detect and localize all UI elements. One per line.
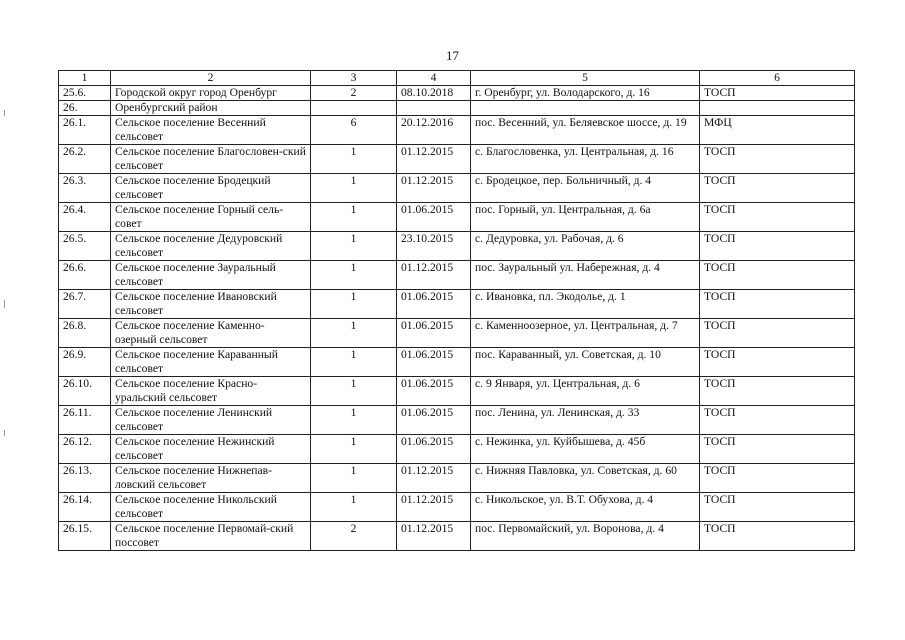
table-row bbox=[59, 522, 855, 551]
office-type: ТОСП bbox=[700, 464, 855, 493]
municipality-name: Сельское поселение Первомай-ский поссовет bbox=[111, 522, 311, 551]
opening-date: 01.12.2015 bbox=[397, 464, 471, 493]
municipality-name: Сельское поселение Дедуровский сельсовет bbox=[111, 232, 311, 261]
window-count: 1 bbox=[311, 377, 397, 406]
row-number: 26.4. bbox=[59, 203, 111, 232]
table-row bbox=[59, 174, 855, 203]
header-row bbox=[59, 71, 855, 86]
opening-date: 01.06.2015 bbox=[397, 406, 471, 435]
column-header: 2 bbox=[111, 71, 311, 86]
window-count: 1 bbox=[311, 290, 397, 319]
row-number: 26.14. bbox=[59, 493, 111, 522]
municipality-name: Сельское поселение Ленинский сельсовет bbox=[111, 406, 311, 435]
table-row bbox=[59, 101, 855, 116]
row-number: 26.15. bbox=[59, 522, 111, 551]
office-type: ТОСП bbox=[700, 261, 855, 290]
row-number: 26.9. bbox=[59, 348, 111, 377]
window-count: 1 bbox=[311, 348, 397, 377]
address: с. Ивановка, пл. Экодолье, д. 1 bbox=[471, 290, 700, 319]
table-row bbox=[59, 290, 855, 319]
row-number: 26.11. bbox=[59, 406, 111, 435]
window-count: 1 bbox=[311, 406, 397, 435]
opening-date: 23.10.2015 bbox=[397, 232, 471, 261]
row-number: 26.6. bbox=[59, 261, 111, 290]
opening-date bbox=[397, 101, 471, 116]
scan-edge-mark bbox=[4, 110, 5, 116]
column-header: 3 bbox=[311, 71, 397, 86]
opening-date: 08.10.2018 bbox=[397, 86, 471, 101]
office-type: ТОСП bbox=[700, 319, 855, 348]
row-number: 26.1. bbox=[59, 116, 111, 145]
window-count: 1 bbox=[311, 203, 397, 232]
table-row bbox=[59, 406, 855, 435]
municipality-name: Сельское поселение Караванный сельсовет bbox=[111, 348, 311, 377]
municipality-name: Сельское поселение Бродецкий сельсовет bbox=[111, 174, 311, 203]
office-type bbox=[700, 101, 855, 116]
page-number: 17 bbox=[446, 48, 459, 63]
municipality-name: Сельское поселение Каменно-озерный сельсовет bbox=[111, 319, 311, 348]
table-row bbox=[59, 348, 855, 377]
window-count: 1 bbox=[311, 319, 397, 348]
window-count: 1 bbox=[311, 261, 397, 290]
municipality-name: Сельское поселение Никольский сельсовет bbox=[111, 493, 311, 522]
table-row bbox=[59, 319, 855, 348]
row-number: 26.13. bbox=[59, 464, 111, 493]
opening-date: 01.12.2015 bbox=[397, 145, 471, 174]
address: пос. Караванный, ул. Советская, д. 10 bbox=[471, 348, 700, 377]
address: с. Каменноозерное, ул. Центральная, д. 7 bbox=[471, 319, 700, 348]
opening-date: 01.06.2015 bbox=[397, 435, 471, 464]
address: с. 9 Января, ул. Центральная, д. 6 bbox=[471, 377, 700, 406]
window-count: 1 bbox=[311, 145, 397, 174]
row-number: 26.7. bbox=[59, 290, 111, 319]
table-row bbox=[59, 116, 855, 145]
address: с. Никольское, ул. В.Т. Обухова, д. 4 bbox=[471, 493, 700, 522]
table-row bbox=[59, 232, 855, 261]
window-count: 1 bbox=[311, 232, 397, 261]
address: пос. Весенний, ул. Беляевское шоссе, д. 19 bbox=[471, 116, 700, 145]
table-row bbox=[59, 261, 855, 290]
opening-date: 01.06.2015 bbox=[397, 203, 471, 232]
municipality-name: Сельское поселение Ивановский сельсовет bbox=[111, 290, 311, 319]
column-header: 5 bbox=[471, 71, 700, 86]
address: пос. Первомайский, ул. Воронова, д. 4 bbox=[471, 522, 700, 551]
office-type: ТОСП bbox=[700, 203, 855, 232]
municipality-name: Сельское поселение Благословен-ский сельсовет bbox=[111, 145, 311, 174]
table-row bbox=[59, 464, 855, 493]
column-header: 4 bbox=[397, 71, 471, 86]
window-count: 2 bbox=[311, 86, 397, 101]
opening-date: 01.12.2015 bbox=[397, 261, 471, 290]
scan-edge-mark bbox=[4, 430, 5, 436]
window-count: 6 bbox=[311, 116, 397, 145]
office-type: ТОСП bbox=[700, 406, 855, 435]
registry-table bbox=[58, 70, 855, 551]
table-row bbox=[59, 377, 855, 406]
office-type: ТОСП bbox=[700, 377, 855, 406]
row-number: 26.5. bbox=[59, 232, 111, 261]
opening-date: 01.12.2015 bbox=[397, 522, 471, 551]
opening-date: 01.06.2015 bbox=[397, 348, 471, 377]
office-type: ТОСП bbox=[700, 145, 855, 174]
address: пос. Ленина, ул. Ленинская, д. 33 bbox=[471, 406, 700, 435]
address: с. Нижняя Павловка, ул. Советская, д. 60 bbox=[471, 464, 700, 493]
opening-date: 01.06.2015 bbox=[397, 377, 471, 406]
office-type: ТОСП bbox=[700, 232, 855, 261]
window-count: 1 bbox=[311, 435, 397, 464]
office-type: ТОСП bbox=[700, 348, 855, 377]
window-count bbox=[311, 101, 397, 116]
table-row bbox=[59, 203, 855, 232]
row-number: 26.12. bbox=[59, 435, 111, 464]
address: с. Нежинка, ул. Куйбышева, д. 45б bbox=[471, 435, 700, 464]
window-count: 1 bbox=[311, 493, 397, 522]
table-row bbox=[59, 435, 855, 464]
column-header: 6 bbox=[700, 71, 855, 86]
opening-date: 01.12.2015 bbox=[397, 174, 471, 203]
row-number: 26.3. bbox=[59, 174, 111, 203]
row-number: 26.10. bbox=[59, 377, 111, 406]
office-type: ТОСП bbox=[700, 522, 855, 551]
office-type: ТОСП bbox=[700, 493, 855, 522]
municipality-name: Сельское поселение Нижнепав-ловский сельсовет bbox=[111, 464, 311, 493]
address: пос. Зауральный ул. Набережная, д. 4 bbox=[471, 261, 700, 290]
address: пос. Горный, ул. Центральная, д. 6а bbox=[471, 203, 700, 232]
address: с. Бродецкое, пер. Больничный, д. 4 bbox=[471, 174, 700, 203]
municipality-name: Сельское поселение Горный сель-совет bbox=[111, 203, 311, 232]
window-count: 1 bbox=[311, 464, 397, 493]
row-number: 25.6. bbox=[59, 86, 111, 101]
opening-date: 01.06.2015 bbox=[397, 319, 471, 348]
office-type: МФЦ bbox=[700, 116, 855, 145]
office-type: ТОСП bbox=[700, 174, 855, 203]
address: г. Оренбург, ул. Володарского, д. 16 bbox=[471, 86, 700, 101]
column-header: 1 bbox=[59, 71, 111, 86]
office-type: ТОСП bbox=[700, 435, 855, 464]
office-type: ТОСП bbox=[700, 86, 855, 101]
opening-date: 01.06.2015 bbox=[397, 290, 471, 319]
scan-edge-mark bbox=[4, 300, 5, 308]
municipality-name: Сельское поселение Весенний сельсовет bbox=[111, 116, 311, 145]
table-row bbox=[59, 145, 855, 174]
municipality-name: Оренбургский район bbox=[111, 101, 311, 116]
opening-date: 01.12.2015 bbox=[397, 493, 471, 522]
window-count: 2 bbox=[311, 522, 397, 551]
municipality-name: Городской округ город Оренбург bbox=[111, 86, 311, 101]
table-row bbox=[59, 86, 855, 101]
row-number: 26.8. bbox=[59, 319, 111, 348]
address bbox=[471, 101, 700, 116]
opening-date: 20.12.2016 bbox=[397, 116, 471, 145]
row-number: 26.2. bbox=[59, 145, 111, 174]
row-number: 26. bbox=[59, 101, 111, 116]
municipality-name: Сельское поселение Нежинский сельсовет bbox=[111, 435, 311, 464]
table-row bbox=[59, 493, 855, 522]
municipality-name: Сельское поселение Зауральный сельсовет bbox=[111, 261, 311, 290]
municipality-name: Сельское поселение Красно-уральский сельсовет bbox=[111, 377, 311, 406]
address: с. Благословенка, ул. Центральная, д. 16 bbox=[471, 145, 700, 174]
window-count: 1 bbox=[311, 174, 397, 203]
address: с. Дедуровка, ул. Рабочая, д. 6 bbox=[471, 232, 700, 261]
office-type: ТОСП bbox=[700, 290, 855, 319]
